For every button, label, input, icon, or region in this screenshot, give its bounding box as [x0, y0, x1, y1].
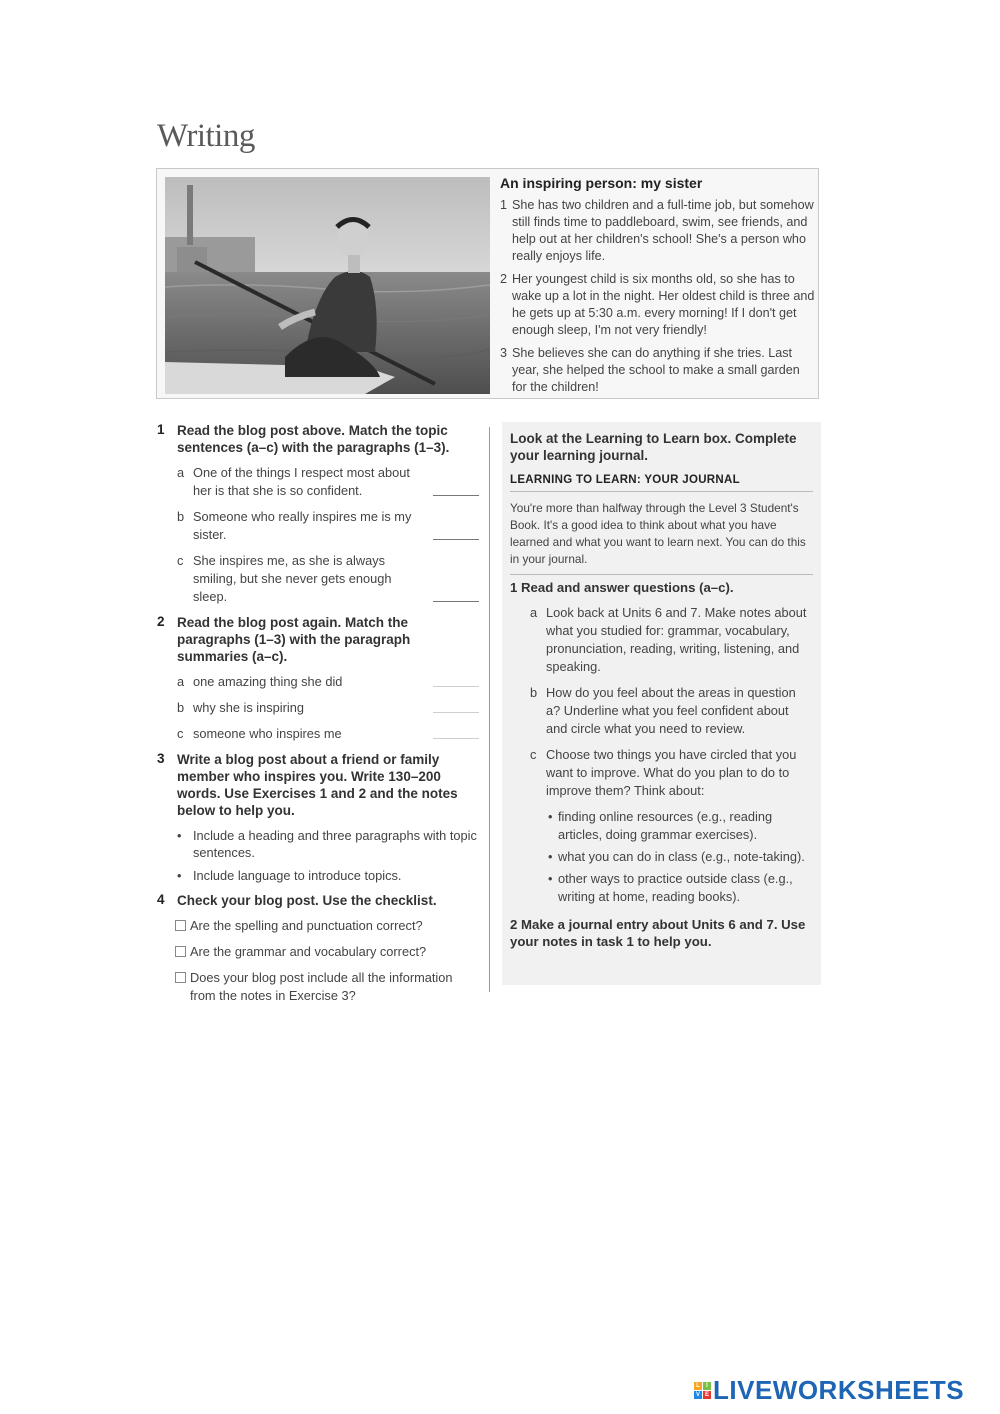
journal-body: You're more than halfway through the Level 3 Student's Book. It's a good idea to think about what you have learned and what you want to learn next. You can do this in your journal. — [510, 500, 813, 575]
blog-paragraph — [500, 197, 815, 265]
exercise-1-items — [177, 464, 479, 606]
answer-blank[interactable] — [433, 538, 479, 540]
blog-box — [156, 168, 819, 399]
blog-paragraph — [500, 345, 815, 396]
exercise-2-items — [177, 673, 479, 743]
exercise-number: 3 — [157, 751, 165, 766]
list-item — [177, 867, 479, 884]
item-text: Someone who really inspires me is my sister. — [193, 509, 412, 542]
item-letter: c — [530, 747, 537, 762]
exercise-instruction: Check your blog post. Use the checklist. — [177, 893, 437, 908]
exercise-number: 1 — [157, 422, 165, 437]
journal-intro: Look at the Learning to Learn box. Complete your learning journal. — [510, 431, 797, 463]
bullet-icon: • — [177, 868, 182, 883]
bullet-text: finding online resources (e.g., reading articles, doing grammar exercises). — [558, 809, 773, 842]
list-item — [530, 684, 813, 738]
bullet-text: Include language to introduce topics. — [193, 868, 402, 883]
exercise-number: 4 — [157, 892, 165, 907]
page-title: Writing — [157, 118, 255, 154]
exercise-instruction: Read the blog post again. Match the paragraphs (1–3) with the paragraph summaries (a–c). — [177, 615, 411, 664]
item-text: one amazing thing she did — [193, 674, 343, 689]
item-text: someone who inspires me — [193, 726, 342, 741]
exercise-number: 2 — [157, 614, 165, 629]
bullet-icon: • — [548, 871, 553, 886]
list-item — [177, 552, 479, 606]
answer-blank[interactable] — [433, 737, 479, 739]
checklist-item — [175, 917, 479, 935]
item-letter: b — [530, 685, 538, 700]
item-text: She inspires me, as she is always smiling, but she never gets enough sleep. — [193, 553, 392, 604]
item-letter: a — [177, 465, 185, 480]
bullet-text: other ways to practice outside class (e.g., writing at home, reading books). — [558, 871, 793, 904]
item-letter: a — [530, 605, 538, 620]
bullet-text: what you can do in class (e.g., note-taking). — [558, 849, 805, 864]
bullet-icon: • — [548, 849, 553, 864]
list-item — [530, 746, 813, 800]
paragraph-text: Her youngest child is six months old, so she has to wake up a lot in the night. Her oldest child is three and he gets up at 5:30 a.m. every morning! If I don't get enough sleep, I'm not very friendly! — [512, 272, 815, 337]
answer-blank[interactable] — [433, 711, 479, 713]
bullet-icon: • — [548, 809, 553, 824]
item-text: One of the things I respect most about her is that she is so confident. — [193, 465, 410, 498]
item-letter: c — [177, 726, 184, 741]
list-item — [548, 848, 813, 866]
blog-paragraph — [500, 271, 815, 339]
checklist-item — [175, 969, 479, 1005]
blog-title: An inspiring person: my sister — [500, 175, 703, 191]
paragraph-number: 3 — [500, 346, 508, 360]
journal-question-2: 2 Make a journal entry about Units 6 and 7. Use your notes in task 1 to help you. — [510, 917, 806, 949]
list-item — [548, 870, 813, 906]
exercise-instruction: Write a blog post about a friend or family member who inspires you. Write 130–200 words. Use Exercises 1 and 2 and the notes below to help you. — [177, 752, 458, 818]
item-text: How do you feel about the areas in question a? Underline what you feel confident about and circle what you need to review. — [546, 685, 796, 736]
journal-question-1: 1 Read and answer questions (a–c). — [510, 580, 734, 595]
answer-blank[interactable] — [433, 494, 479, 496]
list-item — [177, 827, 479, 861]
paragraph-number: 1 — [500, 198, 508, 212]
paragraph-text: She believes she can do anything if she tries. Last year, she helped the school to make a small garden for the children! — [512, 346, 800, 394]
bullet-icon: • — [177, 828, 182, 843]
list-item — [548, 808, 813, 844]
logo-icon: L I V E — [695, 1382, 709, 1398]
item-text: Choose two things you have circled that you want to improve. What do you plan to do to improve them? Think about: — [546, 747, 797, 798]
exercise-4 — [157, 892, 479, 909]
exercise-2 — [157, 614, 479, 665]
checkbox[interactable] — [175, 946, 186, 957]
bullet-text: Include a heading and three paragraphs with topic sentences. — [193, 828, 477, 860]
answer-blank[interactable] — [433, 685, 479, 687]
exercise-1 — [157, 422, 479, 456]
column-divider — [489, 427, 490, 992]
logo-text: LIVEWORKSHEETS — [713, 1374, 965, 1405]
checklist-text: Are the grammar and vocabulary correct? — [190, 944, 427, 959]
learning-journal-panel — [502, 422, 821, 985]
paddleboard-photo — [165, 177, 490, 394]
checkbox[interactable] — [175, 972, 186, 983]
liveworksheets-logo[interactable] — [694, 1374, 965, 1405]
item-letter: b — [177, 700, 185, 715]
paragraph-number: 2 — [500, 272, 508, 286]
list-item — [177, 673, 479, 691]
checklist-item — [175, 943, 479, 961]
item-letter: b — [177, 509, 185, 524]
item-letter: a — [177, 674, 185, 689]
answer-blank[interactable] — [433, 600, 479, 602]
item-text: Look back at Units 6 and 7. Make notes about what you studied for: grammar, vocabulary, pronunciation, reading, writing, listening, and speaking. — [546, 605, 807, 674]
list-item — [177, 508, 479, 544]
list-item — [177, 725, 479, 743]
checklist-text: Are the spelling and punctuation correct? — [190, 918, 423, 933]
list-item — [177, 464, 479, 500]
checklist-text: Does your blog post include all the information from the notes in Exercise 3? — [190, 970, 453, 1003]
journal-heading: LEARNING TO LEARN: YOUR JOURNAL — [510, 474, 813, 492]
exercise-3 — [157, 751, 479, 819]
item-letter: c — [177, 553, 184, 568]
blog-post — [500, 175, 815, 402]
paragraph-text: She has two children and a full-time job, but somehow still finds time to paddleboard, swim, see friends, and help out at her children's school! She's a person who really enjoys life. — [512, 198, 814, 263]
exercises-column — [157, 422, 479, 1013]
list-item — [177, 699, 479, 717]
list-item — [530, 604, 813, 676]
checkbox[interactable] — [175, 920, 186, 931]
item-text: why she is inspiring — [193, 700, 304, 715]
exercise-instruction: Read the blog post above. Match the topic sentences (a–c) with the paragraphs (1–3). — [177, 423, 450, 455]
